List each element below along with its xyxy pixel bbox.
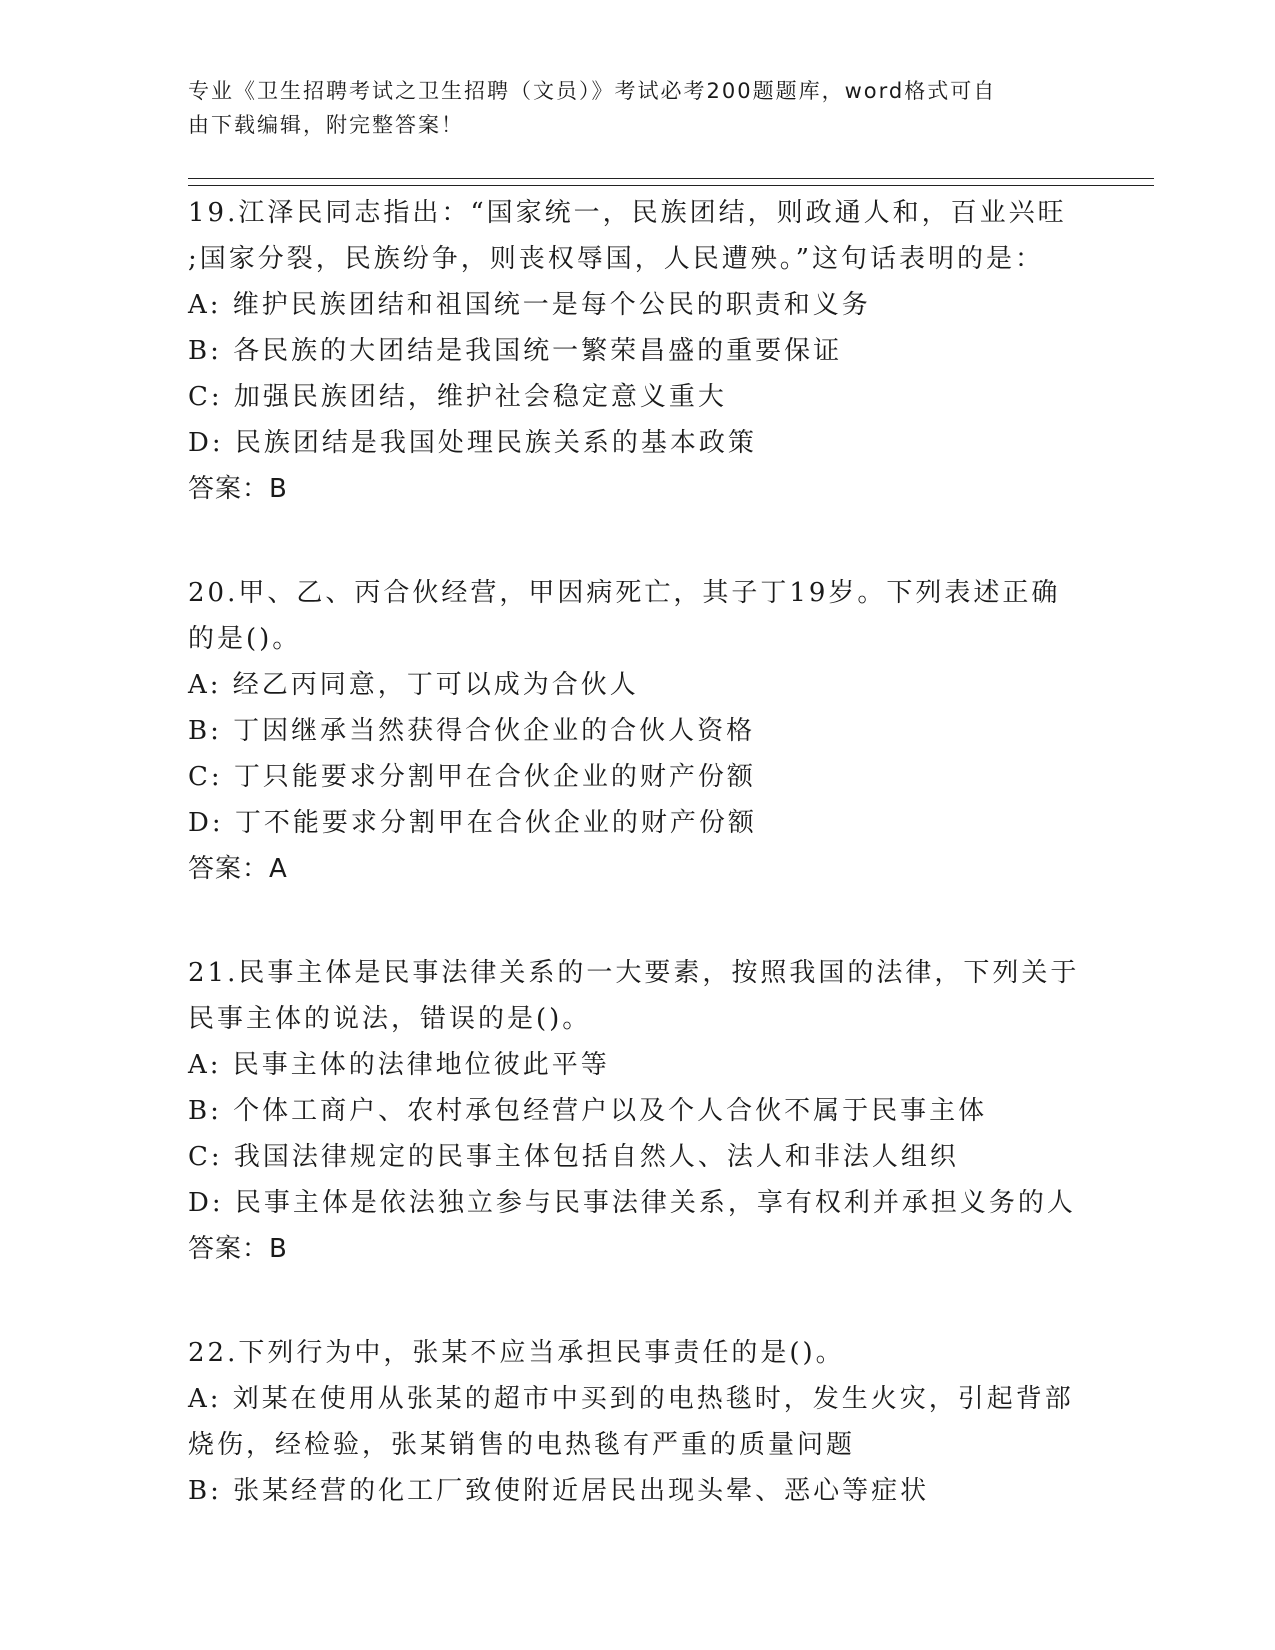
option-b: B: 个体工商户、农村承包经营户以及个人合伙不属于民事主体 (188, 1096, 988, 1126)
option-d: D: 民族团结是我国处理民族关系的基本政策 (188, 428, 757, 458)
document-header (188, 74, 1068, 142)
question-20 (188, 570, 1088, 892)
option-b: B: 丁因继承当然获得合伙企业的合伙人资格 (188, 716, 756, 746)
option-b: B: 张某经营的化工厂致使附近居民出现头晕、恶心等症状 (188, 1476, 930, 1506)
question-stem-line: ;国家分裂，民族纷争，则丧权辱国，人民遭殃。”这句话表明的是： (188, 244, 1045, 274)
header-line-1: 专业《卫生招聘考试之卫生招聘（文员）》考试必考200题题库，word格式可自 (188, 79, 997, 103)
header-divider-bottom (188, 185, 1154, 186)
question-22 (188, 1330, 1088, 1514)
option-a: A: 民事主体的法律地位彼此平等 (188, 1050, 610, 1080)
answer-line: 答案：B (188, 474, 288, 504)
answer-line: 答案：B (188, 1234, 288, 1264)
answer-line: 答案：A (188, 854, 288, 884)
option-a: A: 经乙丙同意，丁可以成为合伙人 (188, 670, 639, 700)
option-a: A: 刘某在使用从张某的超市中买到的电热毯时，发生火灾，引起背部 (188, 1384, 1074, 1414)
question-stem-line: 民事主体的说法，错误的是()。 (188, 1004, 592, 1034)
question-stem-line: 19.江泽民同志指出：“国家统一，民族团结，则政通人和，百业兴旺 (188, 198, 1067, 228)
question-stem-line: 21.民事主体是民事法律关系的一大要素，按照我国的法律，下列关于 (188, 958, 1080, 988)
header-line-2: 由下载编辑，附完整答案！ (188, 113, 464, 137)
question-21 (188, 950, 1088, 1272)
option-c: C: 我国法律规定的民事主体包括自然人、法人和非法人组织 (188, 1142, 959, 1172)
option-a: A: 维护民族团结和祖国统一是每个公民的职责和义务 (188, 290, 871, 320)
question-stem-line: 的是()。 (188, 624, 302, 654)
question-stem-line: 20.甲、乙、丙合伙经营，甲因病死亡，其子丁19岁。下列表述正确 (188, 578, 1061, 608)
question-19 (188, 190, 1088, 512)
option-a-continuation: 烧伤，经检验，张某销售的电热毯有严重的质量问题 (188, 1430, 856, 1460)
option-d: D: 丁不能要求分割甲在合伙企业的财产份额 (188, 808, 757, 838)
option-c: C: 加强民族团结，维护社会稳定意义重大 (188, 382, 727, 412)
option-c: C: 丁只能要求分割甲在合伙企业的财产份额 (188, 762, 756, 792)
option-b: B: 各民族的大团结是我国统一繁荣昌盛的重要保证 (188, 336, 843, 366)
question-stem-line: 22.下列行为中，张某不应当承担民事责任的是()。 (188, 1338, 845, 1368)
header-divider-top (188, 178, 1154, 179)
question-list (188, 190, 1088, 1572)
option-d: D: 民事主体是依法独立参与民事法律关系，享有权利并承担义务的人 (188, 1188, 1076, 1218)
